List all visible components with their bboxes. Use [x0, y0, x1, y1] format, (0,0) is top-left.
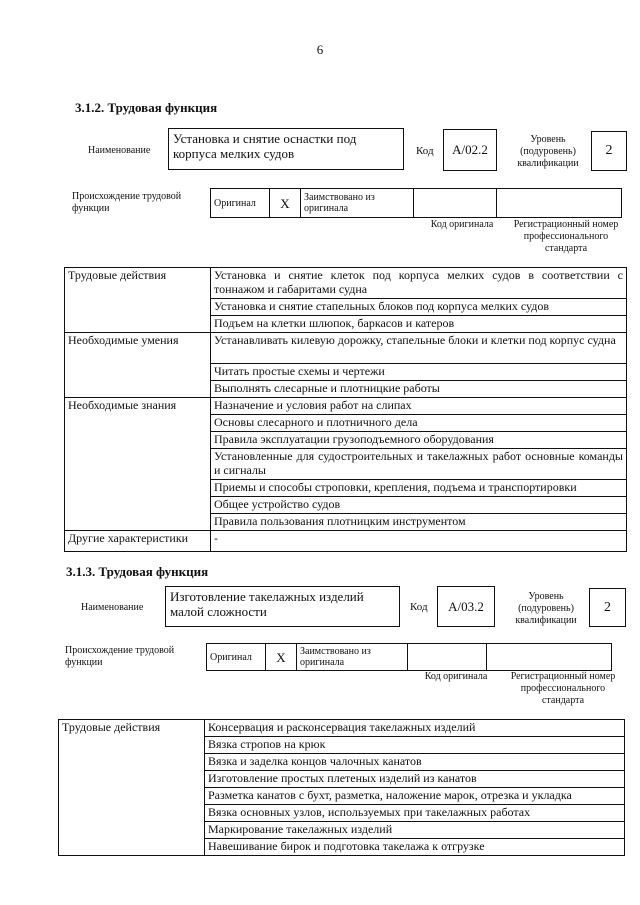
- level-value: 2: [591, 131, 627, 171]
- original-label: Оригинал: [211, 189, 270, 218]
- table-row: Устанавливать килевую дорожку, стапельные блоки и клетки под корпус судна: [211, 333, 627, 364]
- group-label: Другие характеристики: [65, 531, 211, 552]
- table-row: Вязка и заделка концов чалочных канатов: [205, 754, 625, 771]
- borrowed-label: Заимствовано из оригинала: [297, 644, 408, 671]
- code-original-cell: [408, 644, 487, 671]
- table-row: Подъем на клетки шлюпок, баркасов и катеров: [211, 316, 627, 333]
- table-row: Установка и снятие стапельных блоков под корпуса мелких судов: [211, 299, 627, 316]
- name-value: Изготовление такелажных изделий малой сложности: [165, 586, 400, 627]
- code-label: Код: [416, 145, 434, 157]
- table-row: Изготовление простых плетеных изделий из канатов: [205, 771, 625, 788]
- table-row: Приемы и способы строповки, крепления, подъема и транспортировки: [211, 480, 627, 497]
- group-label: Трудовые действия: [59, 720, 205, 856]
- table-row: Правила эксплуатации грузоподъемного оборудования: [211, 432, 627, 449]
- origin-table: [210, 188, 622, 218]
- origin-table: [206, 643, 612, 671]
- reg-number-cell: [497, 189, 622, 218]
- table-row: Общее устройство судов: [211, 497, 627, 514]
- table-row: Навешивание бирок и подготовка такелажа к отгрузке: [205, 839, 625, 856]
- origin-label: Происхождение трудовой функции: [65, 645, 175, 668]
- group-label: Трудовые действия: [65, 268, 211, 333]
- code-original-caption: Код оригинала: [430, 219, 494, 230]
- table-row: Основы слесарного и плотничного дела: [211, 415, 627, 432]
- table-row: Разметка канатов с бухт, разметка, наложение марок, отрезка и укладка: [205, 788, 625, 805]
- table-row: Маркирование такелажных изделий: [205, 822, 625, 839]
- reg-number-caption: Регистрационный номер профессионального стандарта: [510, 671, 616, 706]
- reg-number-cell: [487, 644, 612, 671]
- group-label: Необходимые умения: [65, 333, 211, 398]
- code-value: A/02.2: [443, 129, 497, 171]
- section-313-table: [58, 719, 625, 856]
- table-row: Правила пользования плотницким инструментом: [211, 514, 627, 531]
- table-row: Выполнять слесарные и плотницкие работы: [211, 381, 627, 398]
- group-label: Необходимые знания: [65, 398, 211, 531]
- name-label: Наименование: [88, 145, 151, 156]
- level-value: 2: [589, 588, 626, 627]
- section-title: 3.1.3. Трудовая функция: [66, 564, 209, 579]
- original-mark: X: [270, 189, 301, 218]
- borrowed-label: Заимствовано из оригинала: [301, 189, 414, 218]
- table-row: Вязка основных узлов, используемых при такелажных работах: [205, 805, 625, 822]
- reg-number-caption: Регистрационный номер профессионального стандарта: [513, 219, 619, 254]
- code-original-cell: [414, 189, 497, 218]
- table-row: -: [211, 531, 627, 552]
- table-row: Вязка стропов на крюк: [205, 737, 625, 754]
- code-label: Код: [410, 601, 428, 613]
- table-row: Установленные для судостроительных и такелажных работ основные команды и сигналы: [211, 449, 627, 480]
- original-label: Оригинал: [207, 644, 266, 671]
- section-title: 3.1.2. Трудовая функция: [75, 100, 218, 115]
- table-row: Читать простые схемы и чертежи: [211, 364, 627, 381]
- section-312-table: [64, 267, 627, 552]
- code-original-caption: Код оригинала: [424, 671, 488, 682]
- name-label: Наименование: [81, 602, 144, 613]
- page-number: 6: [316, 42, 324, 57]
- original-mark: X: [266, 644, 297, 671]
- code-value: A/03.2: [437, 586, 495, 627]
- name-value: Установка и снятие оснастки под корпуса мелких судов: [168, 128, 404, 170]
- level-label: Уровень (подуровень) квалификации: [515, 591, 577, 626]
- table-row: Установка и снятие клеток под корпуса мелких судов в соответствии с тоннажом и габаритами судна: [211, 268, 627, 299]
- origin-label: Происхождение трудовой функции: [72, 191, 182, 214]
- table-row: Назначение и условия работ на слипах: [211, 398, 627, 415]
- table-row: Консервация и расконсервация такелажных изделий: [205, 720, 625, 737]
- level-label: Уровень (подуровень) квалификации: [517, 134, 579, 169]
